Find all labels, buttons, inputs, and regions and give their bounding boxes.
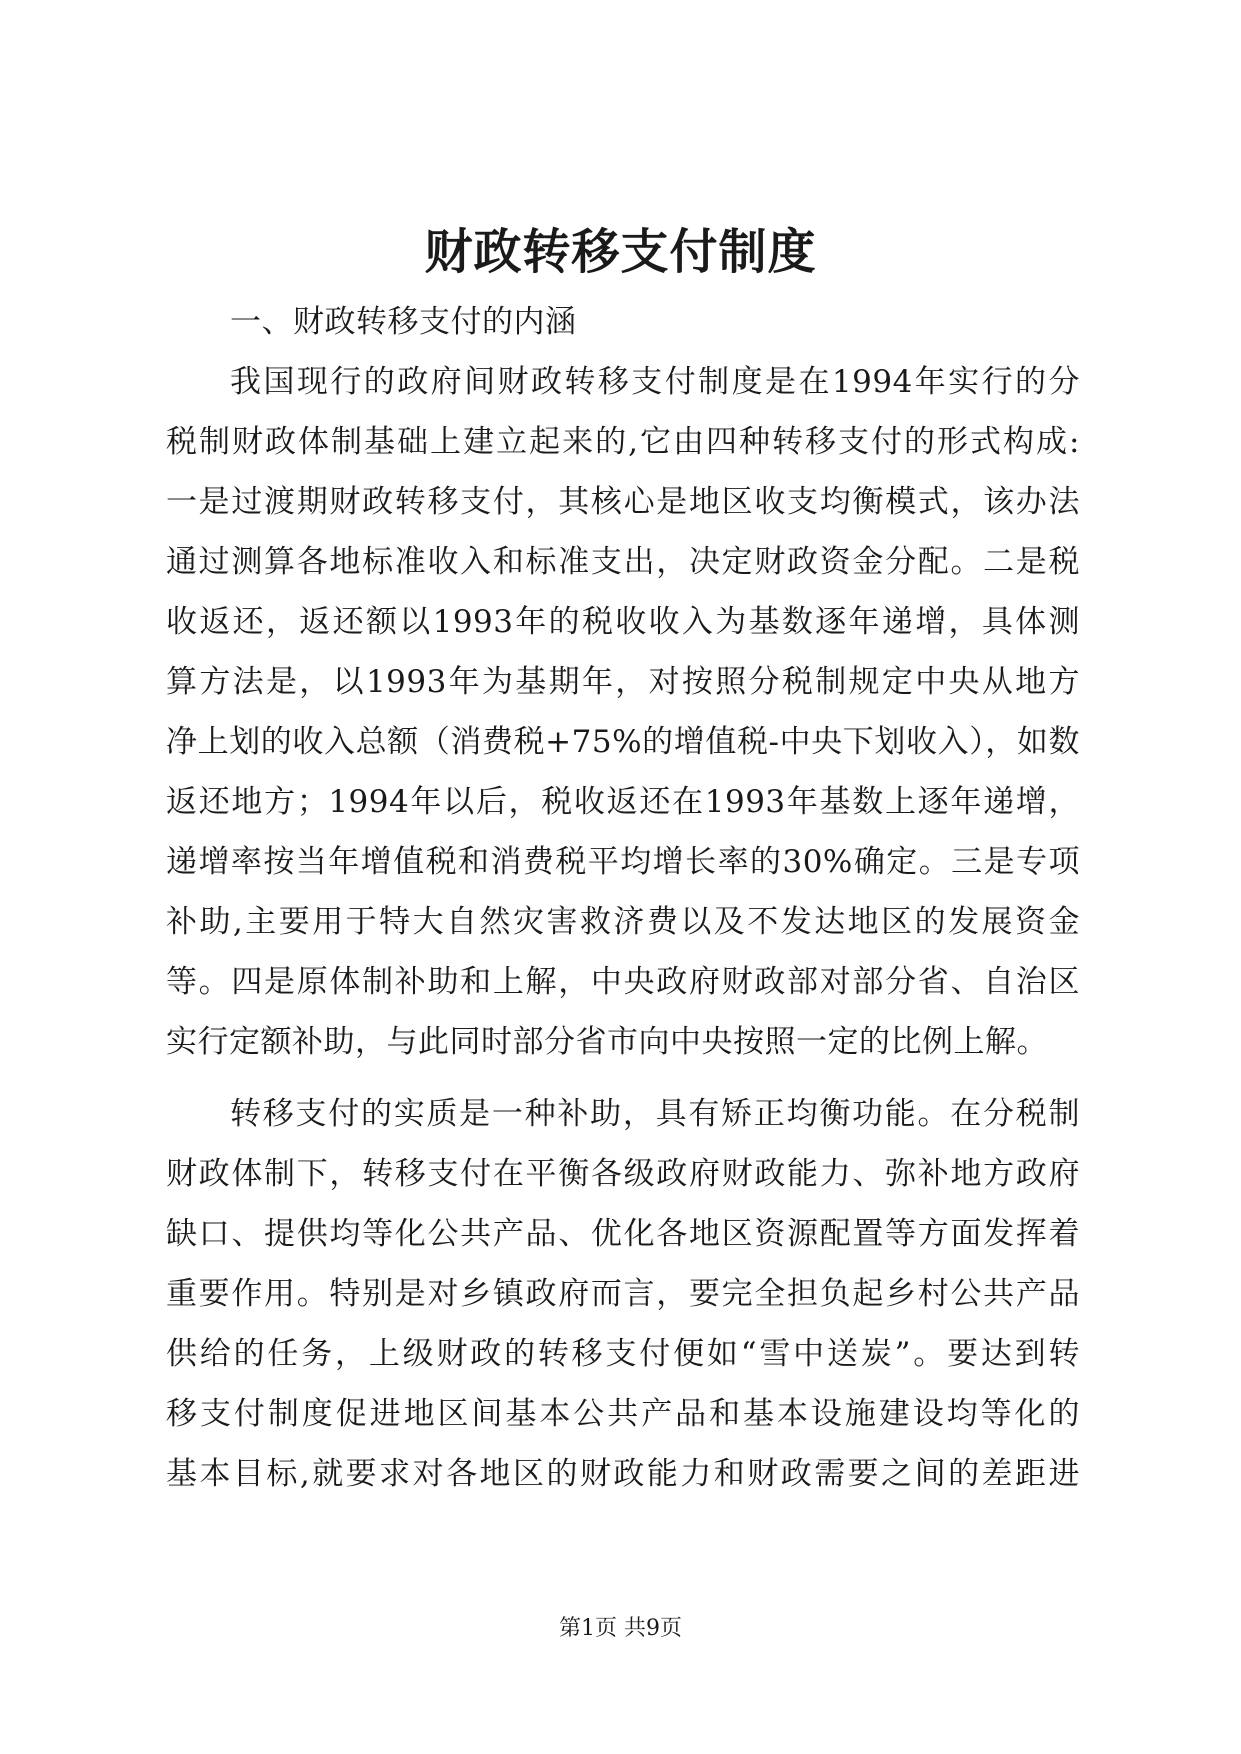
paragraph-line: 供给的任务，上级财政的转移支付便如“雪中送炭”。要达到转 [166, 1336, 1080, 1372]
paragraph-line: 移支付制度促进地区间基本公共产品和基本设施建设均等化的 [166, 1396, 1080, 1432]
document-body [166, 292, 1080, 1504]
paragraph-line: 通过测算各地标准收入和标准支出，决定财政资金分配。二是税 [166, 544, 1080, 580]
paragraph-line: 税制财政体制基础上建立起来的,它由四种转移支付的形式构成: [166, 424, 1080, 460]
paragraph-line: 收返还，返还额以1993年的税收收入为基数逐年递增，具体测 [166, 604, 1080, 640]
paragraph-line: 缺口、提供均等化公共产品、优化各地区资源配置等方面发挥着 [166, 1216, 1080, 1252]
paragraph-1 [166, 352, 1080, 1072]
page-footer [0, 1614, 1241, 1644]
paragraph-line: 财政体制下，转移支付在平衡各级政府财政能力、弥补地方政府 [166, 1156, 1080, 1192]
paragraph-2 [166, 1084, 1080, 1504]
paragraph-line: 算方法是，以1993年为基期年，对按照分税制规定中央从地方 [166, 664, 1080, 700]
page-number: 第1页 共9页 [559, 1616, 682, 1641]
paragraph-line: 返还地方；1994年以后，税收返还在1993年基数上逐年递增， [166, 784, 1080, 820]
paragraph-line: 一是过渡期财政转移支付，其核心是地区收支均衡模式，该办法 [166, 484, 1080, 520]
paragraph-gap [166, 1072, 1080, 1084]
paragraph-line: 递增率按当年增值税和消费税平均增长率的30%确定。三是专项 [166, 844, 1080, 880]
paragraph-line: 等。四是原体制补助和上解，中央政府财政部对部分省、自治区 [166, 964, 1080, 1000]
paragraph-line: 转移支付的实质是一种补助，具有矫正均衡功能。在分税制 [230, 1096, 1080, 1132]
paragraph-line: 实行定额补助，与此同时部分省市向中央按照一定的比例上解。 [166, 1024, 1048, 1060]
paragraph-line: 重要作用。特别是对乡镇政府而言，要完全担负起乡村公共产品 [166, 1276, 1080, 1312]
paragraph-line: 我国现行的政府间财政转移支付制度是在1994年实行的分 [230, 364, 1080, 400]
paragraph-line: 净上划的收入总额（消费税+75%的增值税-中央下划收入），如数 [166, 724, 1080, 760]
paragraph-line: 补助,主要用于特大自然灾害救济费以及不发达地区的发展资金 [166, 904, 1080, 940]
section-heading: 一、财政转移支付的内涵 [230, 304, 577, 340]
document-title: 财政转移支付制度 [424, 224, 817, 280]
paragraph-line: 基本目标,就要求对各地区的财政能力和财政需要之间的差距进 [166, 1456, 1080, 1492]
